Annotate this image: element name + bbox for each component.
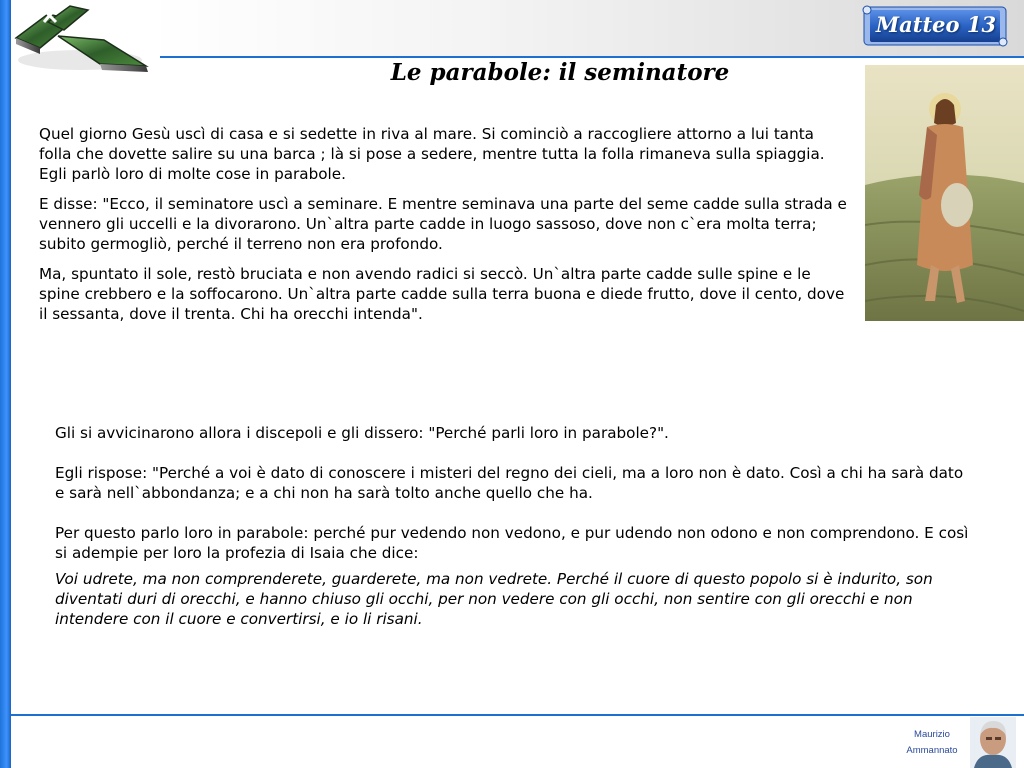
sower-painting bbox=[865, 65, 1024, 321]
left-accent-bar bbox=[0, 0, 11, 768]
author-first-name: Maurizio bbox=[914, 729, 950, 740]
author-last-name: Ammannato bbox=[906, 745, 958, 756]
paragraph-6: Per questo parlo loro in parabole: perché pur vedendo non vedono, e pur udendo non odono e non comprendono. E così si adempie per loro la profezia di Isaia che dice: bbox=[55, 524, 969, 562]
parable-text bbox=[39, 124, 851, 334]
paragraph-5: Egli rispose: "Perché a voi è dato di conoscere i misteri del regno dei cieli, ma a loro non è dato. Così a chi ha sarà dato e sarà nell`abbondanza; e a chi non ha sarà tolto anche quello che ha. bbox=[55, 464, 964, 502]
author-name bbox=[896, 727, 968, 759]
paragraph-4: Gli si avvicinarono allora i discepoli e gli dissero: "Perché parli loro in parabole?". bbox=[55, 424, 669, 442]
cross-logo-icon bbox=[8, 0, 156, 80]
header-divider bbox=[160, 56, 1024, 58]
disciples-text bbox=[55, 423, 975, 629]
page-title: Le parabole: il seminatore bbox=[390, 59, 730, 86]
paragraph-2: E disse: "Ecco, il seminatore uscì a seminare. E mentre seminava una parte del seme cadde sulla strada e vennero gli uccelli e la divorarono. Un`altra parte cadde in luogo sassoso, dove non c`era molta terra; subito germogliò, perché il terreno non era profondo. bbox=[39, 195, 847, 253]
paragraph-3: Ma, spuntato il sole, restò bruciata e non avendo radici si seccò. Un`altra parte cadde sulle spine e le spine crebbero e la soffocarono. Un`altra parte cadde sulla terra buona e diede frutto, dove il cento, dove il sessanta, dove il trenta. Chi ha orecchi intenda". bbox=[39, 265, 845, 323]
footer-divider bbox=[11, 714, 1024, 716]
chapter-label: Matteo 13 bbox=[875, 12, 997, 37]
paragraph-1: Quel giorno Gesù uscì di casa e si sedette in riva al mare. Si cominciò a raccogliere attorno a lui tanta folla che dovette salire su una barca ; là si pose a sedere, mentre tutta la folla rimaneva sulla spiaggia. Egli parlò loro di molte cose in parabole. bbox=[39, 125, 825, 183]
isaiah-quote: Voi udrete, ma non comprenderete, guarderete, ma non vedrete. Perché il cuore di questo popolo si è indurito, son diventati duri di orecchi, e hanno chiuso gli occhi, per non vedere con gli occhi, non sentire con gli orecchi e non intendere con il cuore e convertirsi, e io li risani. bbox=[55, 570, 933, 628]
author-photo bbox=[970, 717, 1016, 768]
